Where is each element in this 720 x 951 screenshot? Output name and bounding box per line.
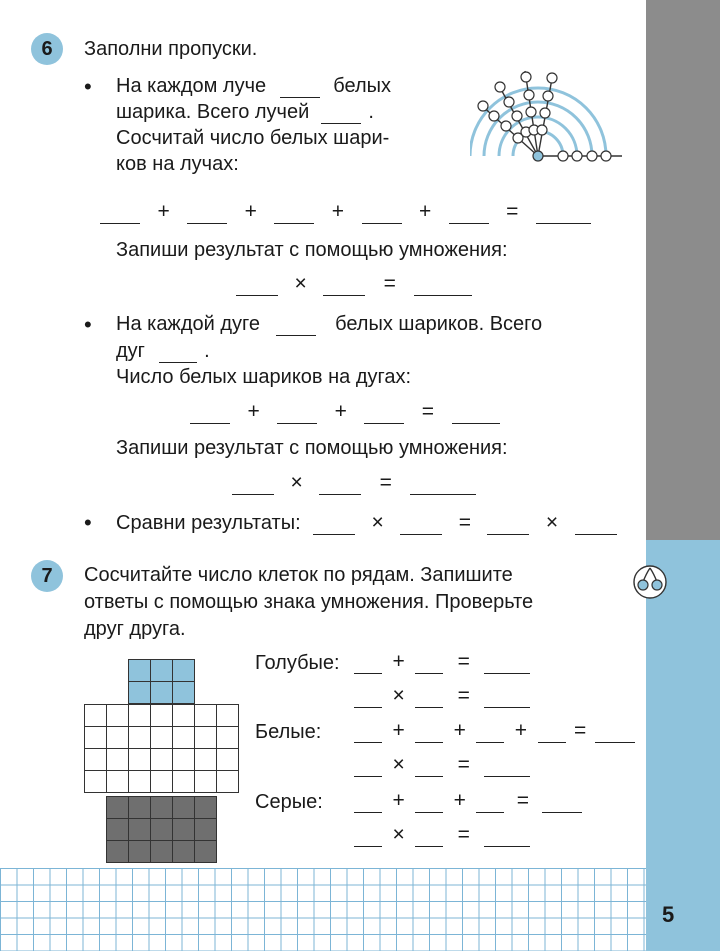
page-number: 5 bbox=[662, 902, 675, 927]
multiplication-row: × = bbox=[232, 471, 476, 495]
blank-field[interactable] bbox=[414, 273, 472, 296]
blank-field[interactable] bbox=[476, 720, 504, 743]
blue-cells bbox=[128, 659, 195, 704]
bullet: • bbox=[84, 510, 92, 535]
text-line: ответы с помощью знака умножения. Проверьте bbox=[84, 591, 534, 613]
text-line: На каждой дуге белых шариков. Всего bbox=[116, 313, 543, 335]
blank-field[interactable] bbox=[415, 651, 443, 674]
blank-field[interactable] bbox=[538, 720, 566, 743]
blank-field[interactable] bbox=[236, 273, 278, 296]
blank-field[interactable] bbox=[484, 754, 530, 777]
task-number-badge: 7 bbox=[31, 560, 63, 592]
blank-field[interactable] bbox=[415, 754, 443, 777]
multiplication-row: × = bbox=[236, 272, 472, 296]
text-line: дуг . bbox=[116, 340, 210, 362]
blank-field[interactable] bbox=[354, 651, 382, 674]
task-number-badge: 6 bbox=[31, 33, 63, 65]
blank-field[interactable] bbox=[400, 512, 442, 535]
grid-paper-band bbox=[0, 868, 646, 951]
fan-rays-illustration bbox=[470, 66, 630, 171]
blank-field[interactable] bbox=[190, 401, 230, 424]
blank-field[interactable] bbox=[484, 685, 530, 708]
blank-field[interactable] bbox=[354, 720, 382, 743]
task-title: Заполни пропуски. bbox=[84, 38, 258, 60]
blank-field[interactable] bbox=[484, 824, 530, 847]
blank-field[interactable] bbox=[536, 201, 591, 224]
instruction: Запиши результат с помощью умножения: bbox=[116, 437, 508, 459]
multiplication-row: × = bbox=[354, 684, 530, 708]
blank-field[interactable] bbox=[159, 340, 197, 363]
blank-field[interactable] bbox=[452, 401, 500, 424]
blank-field[interactable] bbox=[321, 101, 361, 124]
blank-field[interactable] bbox=[484, 651, 530, 674]
blank-field[interactable] bbox=[410, 472, 476, 495]
equation-row: + + = bbox=[190, 400, 500, 424]
multiplication-row: × = bbox=[354, 753, 530, 777]
bullet: • bbox=[84, 312, 92, 337]
blank-field[interactable] bbox=[323, 273, 365, 296]
blank-field[interactable] bbox=[232, 472, 274, 495]
blank-field[interactable] bbox=[354, 824, 382, 847]
blank-field[interactable] bbox=[354, 685, 382, 708]
white-cells bbox=[84, 704, 239, 793]
text-line: ков на лучах: bbox=[116, 153, 239, 175]
blank-field[interactable] bbox=[575, 512, 617, 535]
equation-row: + + + + = bbox=[100, 200, 591, 224]
text-line: Число белых шариков на дугах: bbox=[116, 366, 412, 388]
equation-row: + + + = bbox=[354, 719, 635, 743]
blank-field[interactable] bbox=[415, 824, 443, 847]
blank-field[interactable] bbox=[595, 720, 635, 743]
blank-field[interactable] bbox=[100, 201, 140, 224]
equation-row: + = bbox=[354, 650, 530, 674]
blank-field[interactable] bbox=[415, 685, 443, 708]
blank-field[interactable] bbox=[277, 401, 317, 424]
blank-field[interactable] bbox=[362, 201, 402, 224]
blank-field[interactable] bbox=[354, 790, 382, 813]
text-line: Сосчитай число белых шари- bbox=[116, 127, 390, 149]
gray-label: Серые: bbox=[255, 791, 323, 813]
white-label: Белые: bbox=[255, 721, 322, 743]
compare-row: Сравни результаты: × = × bbox=[116, 511, 617, 535]
cherry-icon bbox=[632, 560, 668, 605]
blank-field[interactable] bbox=[415, 790, 443, 813]
blank-field[interactable] bbox=[364, 401, 404, 424]
blank-field[interactable] bbox=[449, 201, 489, 224]
side-band-gray bbox=[646, 0, 720, 540]
blank-field[interactable] bbox=[274, 201, 314, 224]
blank-field[interactable] bbox=[187, 201, 227, 224]
blank-field[interactable] bbox=[415, 720, 443, 743]
equation-row: + + = bbox=[354, 789, 582, 813]
bullet: • bbox=[84, 74, 92, 99]
blank-field[interactable] bbox=[276, 313, 316, 336]
blank-field[interactable] bbox=[354, 754, 382, 777]
text-line: шарика. Всего лучей . bbox=[116, 101, 374, 123]
blank-field[interactable] bbox=[487, 512, 529, 535]
text-line: Сосчитайте число клеток по рядам. Запишите bbox=[84, 564, 513, 586]
text-line: На каждом луче белых bbox=[116, 75, 391, 97]
blue-label: Голубые: bbox=[255, 652, 340, 674]
text-line: друг друга. bbox=[84, 618, 186, 640]
blank-field[interactable] bbox=[542, 790, 582, 813]
blank-field[interactable] bbox=[319, 472, 361, 495]
blank-field[interactable] bbox=[476, 790, 504, 813]
multiplication-row: × = bbox=[354, 823, 530, 847]
instruction: Запиши результат с помощью умножения: bbox=[116, 239, 508, 261]
blank-field[interactable] bbox=[313, 512, 355, 535]
gray-cells bbox=[106, 796, 217, 863]
blank-field[interactable] bbox=[280, 75, 320, 98]
